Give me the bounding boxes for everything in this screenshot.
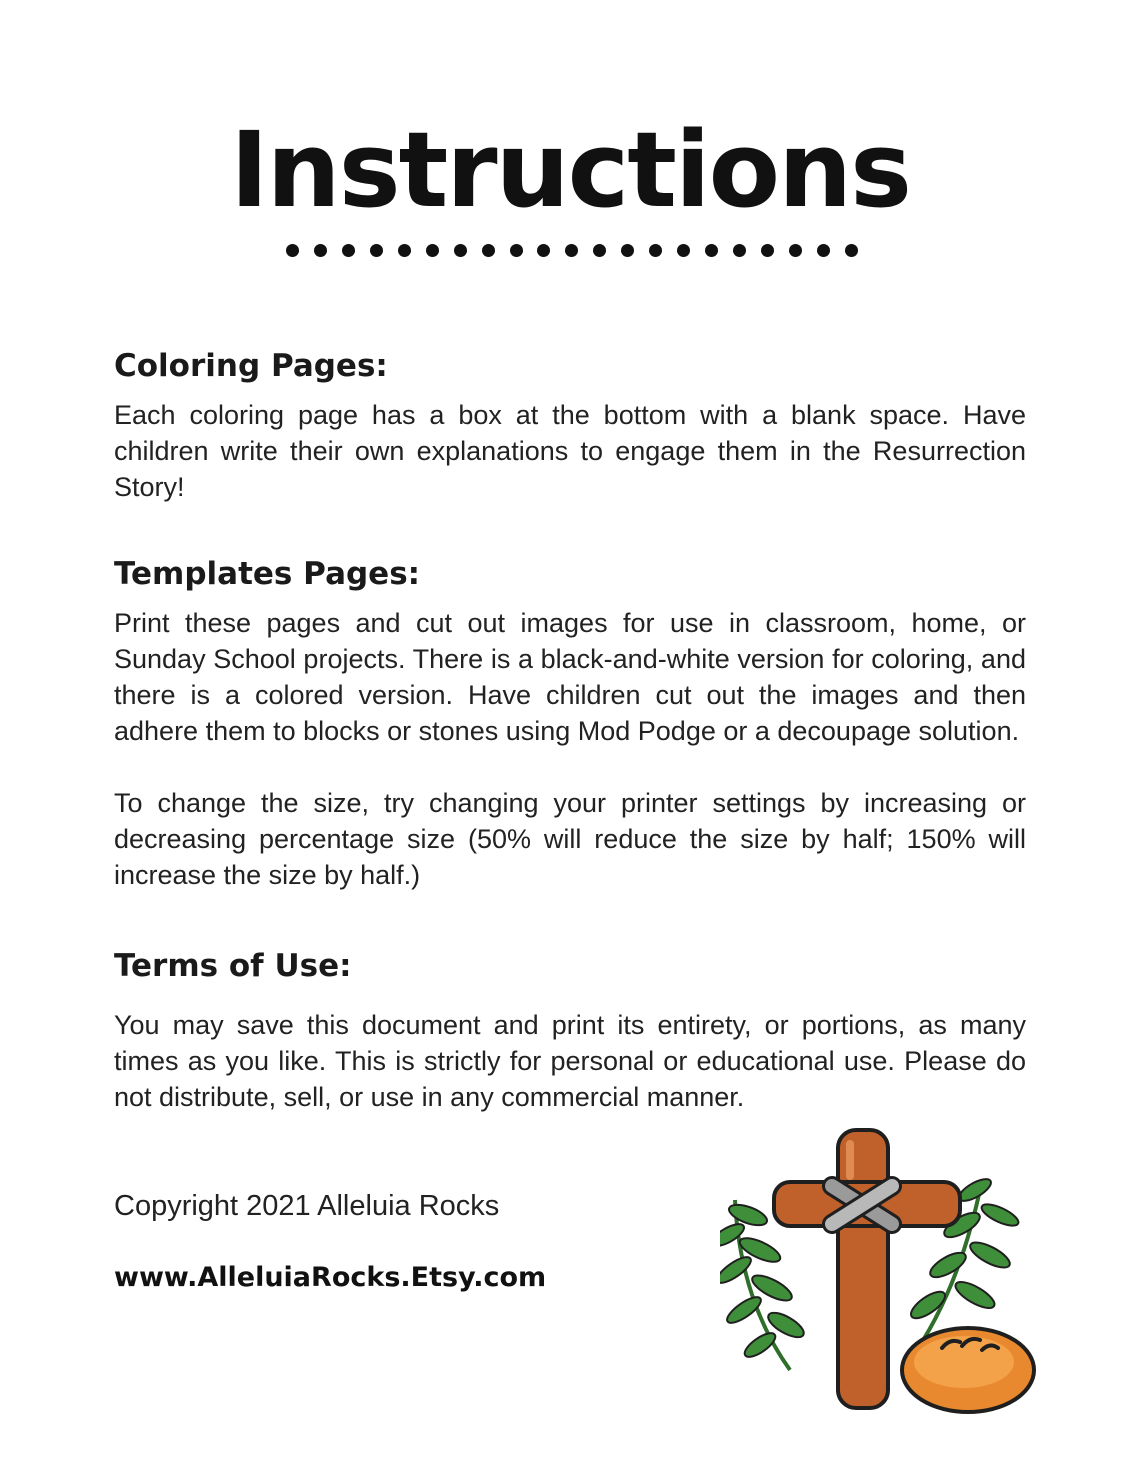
divider-dot: [817, 244, 830, 257]
section-heading: Coloring Pages:: [114, 348, 388, 384]
divider-dot: [677, 244, 690, 257]
easter-illustration: [720, 1120, 1040, 1420]
dotted-divider: [286, 244, 858, 260]
divider-dot: [621, 244, 634, 257]
divider-dot: [510, 244, 523, 257]
divider-dot: [593, 244, 606, 257]
divider-dot: [286, 244, 299, 257]
divider-dot: [705, 244, 718, 257]
section-paragraph: You may save this document and print its entirety, or portions, as many times as you like. This is strictly for personal or educational use. Please do not distribute, sell, or use in any commercial manner.: [114, 1010, 1026, 1113]
divider-dot: [454, 244, 467, 257]
divider-dot: [649, 244, 662, 257]
divider-dot: [314, 244, 327, 257]
section-heading: Templates Pages:: [114, 556, 421, 592]
section-heading: Terms of Use:: [114, 948, 352, 984]
divider-dot: [482, 244, 495, 257]
divider-dot: [845, 244, 858, 257]
divider-dot: [426, 244, 439, 257]
section-templates-pages: [114, 556, 1026, 893]
section-terms-of-use: [114, 948, 1026, 1115]
divider-dot: [761, 244, 774, 257]
divider-dot: [370, 244, 383, 257]
divider-dot: [733, 244, 746, 257]
page-title: Instructions: [229, 109, 911, 231]
website-link[interactable]: www.AlleluiaRocks.Etsy.com: [114, 1262, 547, 1293]
divider-dot: [565, 244, 578, 257]
section-paragraph: Print these pages and cut out images for use in classroom, home, or Sunday School projects. There is a black-and-white version for coloring, and there is a colored version. Have children cut out the images and then adhere them to blocks or stones using Mod Podge or a decoupage solution.: [114, 608, 1026, 747]
divider-dot: [789, 244, 802, 257]
divider-dot: [398, 244, 411, 257]
divider-dot: [537, 244, 550, 257]
bread-icon: [902, 1328, 1034, 1412]
section-coloring-pages: [114, 348, 1026, 505]
copyright-text: Copyright 2021 Alleluia Rocks: [114, 1190, 500, 1222]
section-paragraph: Each coloring page has a box at the bottom with a blank space. Have children write their own explanations to engage them in the Resurrection Story!: [114, 400, 1026, 503]
divider-dot: [342, 244, 355, 257]
section-paragraph: To change the size, try changing your printer settings by increasing or decreasing percentage size (50% will reduce the size by half; 150% will increase the size by half.): [114, 788, 1026, 891]
